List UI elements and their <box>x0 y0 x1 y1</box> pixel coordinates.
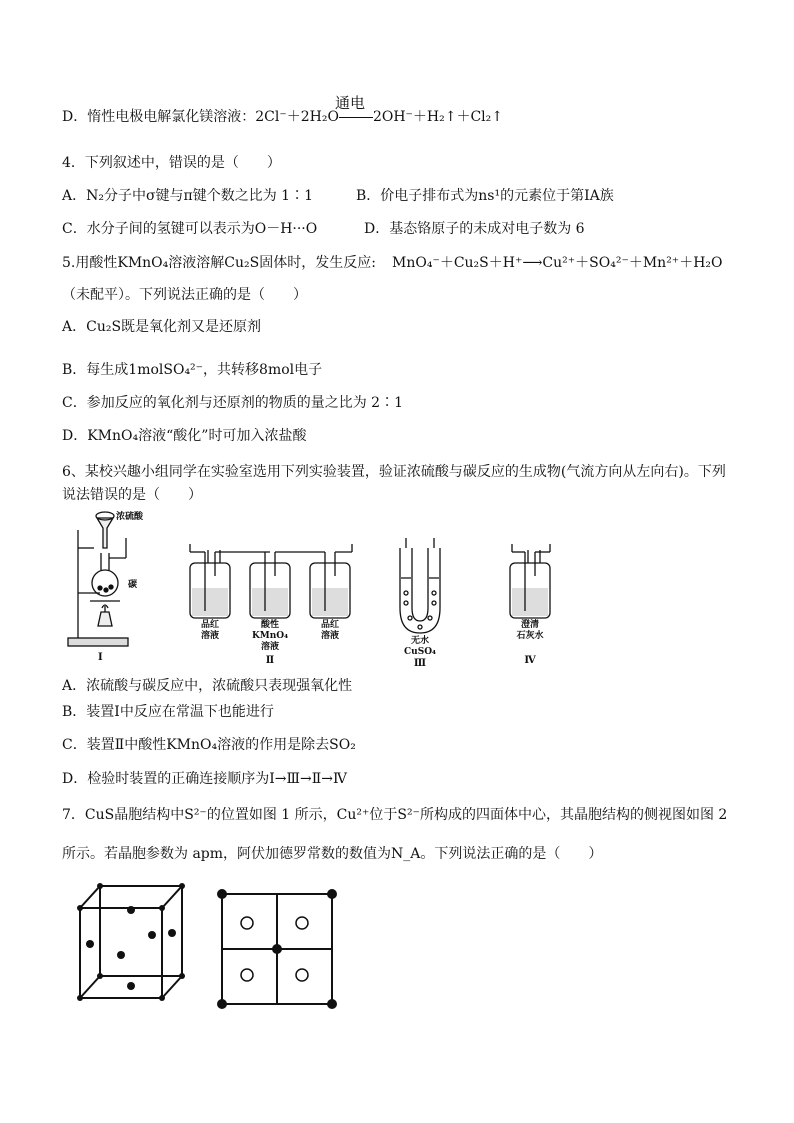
q6-option-b: B．装置Ⅰ中反应在常温下也能进行 <box>62 704 274 720</box>
q6-stem1: 6、某校兴趣小组同学在实验室选用下列实验装置，验证浓硫酸与碳反应的生成物(气流方向从左向右)。下列 <box>62 464 726 480</box>
q6-apparatus-figure <box>60 508 620 668</box>
q5-option-b: B．每生成1molSO₄²⁻，共转移8mol电子 <box>62 362 323 378</box>
q3-d-condition-arrow <box>334 94 373 127</box>
q4-option-b: B．价电子排布式为ns¹的元素位于第ⅠA族 <box>356 188 614 204</box>
device-3-u-tube <box>400 538 440 633</box>
bottle-4-label: 澄清 石灰水 <box>516 620 544 641</box>
q4-option-c: C．水分子间的氢键可以表示为O－H···O <box>62 221 318 237</box>
device-2-bottles <box>190 544 352 618</box>
q5-option-d: D．KMnO₄溶液“酸化”时可加入浓盐酸 <box>62 428 307 444</box>
q3-d-condition: 通电 <box>334 94 365 112</box>
q5-stem-text: 5.用酸性KMnO₄溶液溶解Cu₂S固体时，发生反应: <box>62 255 376 271</box>
q5-stem <box>62 253 376 273</box>
q6-option-c: C．装置Ⅱ中酸性KMnO₄溶液的作用是除去SO₂ <box>62 737 356 753</box>
bottle-3-label: 品红 溶液 <box>320 620 339 641</box>
q3-option-d <box>62 94 504 127</box>
q6-stem2: 说法错误的是（ ） <box>62 487 202 503</box>
q5-option-c: C．参加反应的氧化剂与还原剂的物质的量之比为 2∶1 <box>62 395 403 411</box>
q5-equation: MnO₄⁻＋Cu₂S＋H⁺⟶Cu²⁺＋SO₄²⁻＋Mn²⁺＋H₂O <box>392 255 723 271</box>
acid-label: 浓硫酸 <box>116 512 144 522</box>
q7-stem1: 7．CuS晶胞结构中S²⁻的位置如图 1 所示，Cu²⁺位于S²⁻所构成的四面体中心，其晶胞结构的侧视图如图 2 <box>62 807 728 823</box>
utube-label: 无水 CuSO₄ <box>404 636 436 657</box>
crystal-cell-figure-2 <box>214 886 344 1016</box>
q3-d-eq-left: 2Cl⁻＋2H₂O <box>255 109 339 125</box>
q3-d-label: D．惰性电极电解氯化镁溶液： <box>62 109 256 125</box>
q4-option-d: D．基态铬原子的未成对电子数为 6 <box>364 221 585 237</box>
q6-option-d: D．检验时装置的正确连接顺序为Ⅰ→Ⅲ→Ⅱ→Ⅳ <box>62 771 347 787</box>
device-4-label: Ⅳ <box>524 655 536 666</box>
device-3-label: Ⅲ <box>413 658 427 669</box>
q4-stem: 4．下列叙述中，错误的是（ ） <box>62 155 281 171</box>
bottle-1-label: 品红 溶液 <box>200 620 219 641</box>
device-1-label: Ⅰ <box>98 652 103 663</box>
bottle-2-label: 酸性 KMnO₄ 溶液 <box>251 620 289 652</box>
device-2-label: Ⅱ <box>265 655 275 666</box>
q6-option-a: A．浓硫酸与碳反应中，浓硫酸只表现强氧化性 <box>62 678 353 694</box>
q3-d-eq-right: 2OH⁻＋H₂↑＋Cl₂↑ <box>372 109 504 125</box>
crystal-cell-figure-1 <box>70 878 200 1008</box>
q4-option-a: A．N₂分子中σ键与π键个数之比为 1∶1 <box>62 188 313 204</box>
q5-stem2: （未配平）。下列说法正确的是（ ） <box>62 287 307 303</box>
q7-stem2: 所示。若晶胞参数为 apm，阿伏加德罗常数的数值为N_A。下列说法正确的是（ ） <box>62 846 603 862</box>
apparatus-drawing <box>60 508 620 668</box>
carbon-label: 碳 <box>128 580 138 590</box>
device-4-bottle <box>510 544 550 618</box>
device-1-generator <box>68 512 128 646</box>
q5-option-a: A．Cu₂S既是氧化剂又是还原剂 <box>62 319 262 335</box>
